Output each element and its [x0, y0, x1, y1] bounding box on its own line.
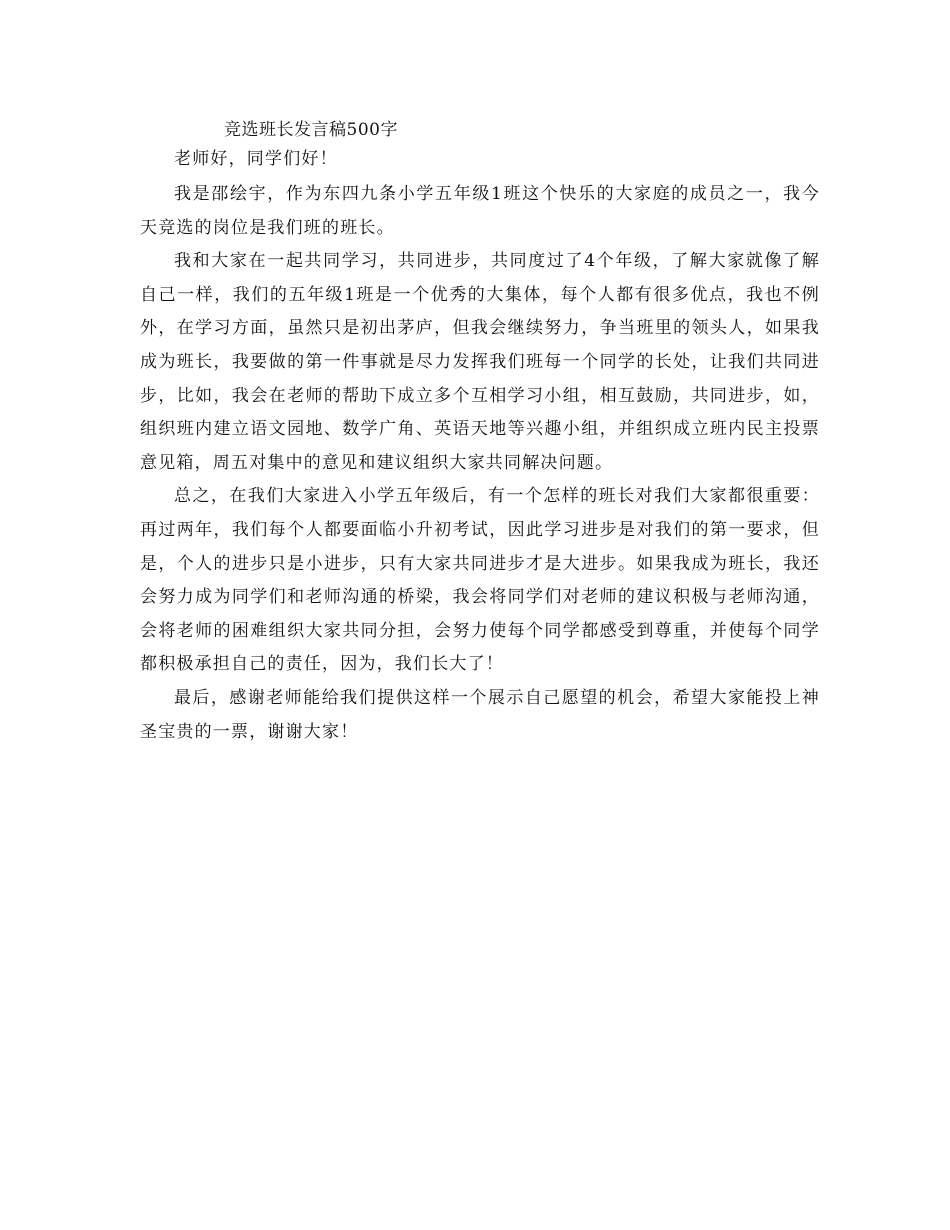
paragraph-summary: 总之，在我们大家进入小学五年级后，有一个怎样的班长对我们大家都很重要：再过两年，我们每个人都要面临小升初考试，因此学习进步是对我们的第一要求，但是，个人的进步只是小进步，只有大家共同进步才是大进步。如果我成为班长，我还会努力成为同学们和老师沟通的桥梁，我会将同学们对老师的建议积极与老师沟通，会将老师的困难组织大家共同分担，会努力使每个同学都感受到尊重，并使每个同学都积极承担自己的责任，因为，我们长大了！: [140, 486, 820, 675]
paragraph-plans: 我和大家在一起共同学习，共同进步，共同度过了4个年级，了解大家就像了解自己一样，我们的五年级1班是一个优秀的大集体，每个人都有很多优点，我也不例外，在学习方面，虽然只是初出茅庐，但我会继续努力，争当班里的领头人，如果我成为班长，我要做的第一件事就是尽力发挥我们班每一个同学的长处，让我们共同进步，比如，我会在老师的帮助下成立多个互相学习小组，相互鼓励，共同进步，如，组织班内建立语文园地、数学广角、英语天地等兴趣小组，并组织成立班内民主投票意见箱，周五对集中的意见和建议组织大家共同解决问题。: [140, 251, 820, 473]
paragraph-introduction: 我是邵绘宇，作为东四九条小学五年级1班这个快乐的大家庭的成员之一，我今天竞选的岗位是我们班的班长。: [140, 184, 820, 238]
paragraph-closing: 最后，感谢老师能给我们提供这样一个展示自己愿望的机会，希望大家能投上神圣宝贵的一票，谢谢大家！: [140, 687, 820, 742]
greeting-line: 老师好，同学们好！: [174, 149, 338, 169]
document-title: 竞选班长发言稿500字: [224, 120, 398, 140]
document-body: [140, 116, 820, 749]
